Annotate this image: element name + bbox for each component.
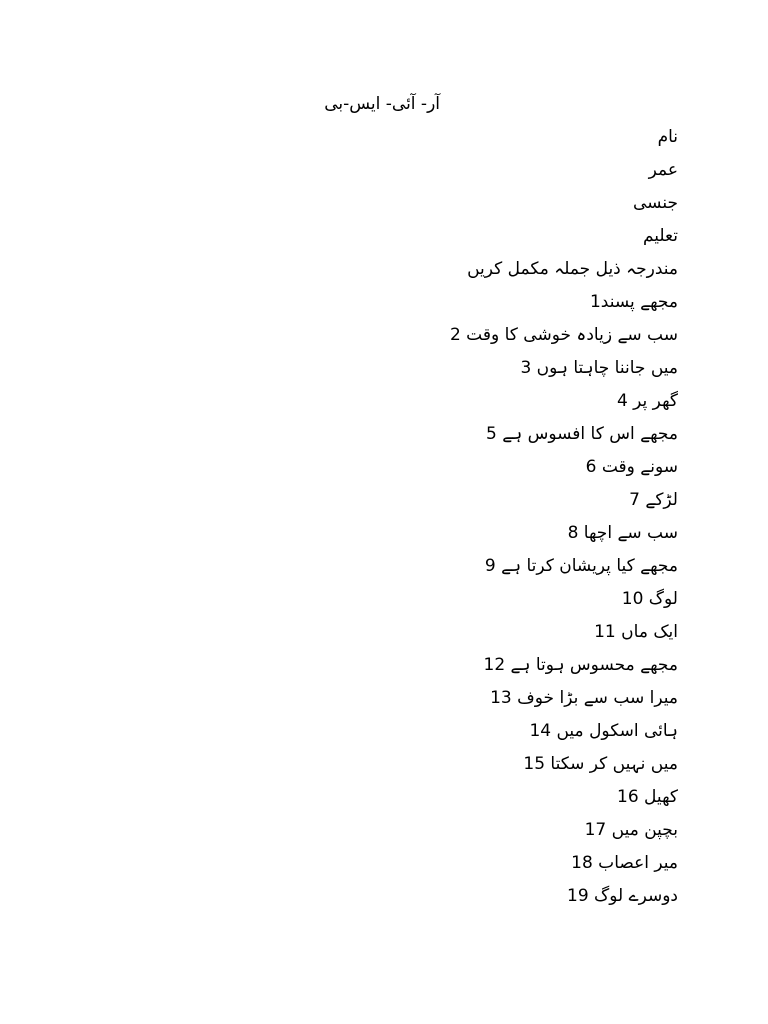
field-name-label: نام (657, 127, 678, 147)
document-title: آر- آئی- ایس-بی (324, 94, 440, 114)
field-education-label: تعلیم (642, 226, 678, 246)
sentence-item: کھیل 16 (617, 787, 678, 807)
sentence-item: سب سے اچھا 8 (567, 523, 678, 543)
sentence-item: بچپن میں 17 (584, 820, 678, 840)
sentence-item: میر اعصاب 18 (571, 853, 678, 873)
form-lines (318, 124, 678, 916)
field-gender-label: جنسی (633, 193, 678, 213)
sentence-item: ایک ماں 11 (594, 622, 678, 642)
sentence-item: مجھے اس کا افسوس ہے 5 (486, 424, 678, 444)
sentence-item: گھر پر 4 (616, 391, 678, 411)
sentence-item: سونے وقت 6 (585, 457, 678, 477)
sentence-item: لوگ 10 (621, 589, 678, 609)
sentence-item: سب سے زیادہ خوشی کا وقت 2 (449, 325, 678, 345)
sentence-item: مجھے محسوس ہوتا ہے 12 (483, 655, 678, 675)
sentence-item: میں جاننا چاہتا ہوں 3 (520, 358, 678, 378)
sentence-item: مجھے کیا پریشان کرتا ہے 9 (484, 556, 678, 576)
sentence-item: لڑکے 7 (629, 490, 678, 510)
sentence-item: میں نہیں کر سکتا 15 (523, 754, 678, 774)
field-age-label: عمر (648, 160, 678, 180)
sentence-item: مجھے پسند1 (589, 292, 678, 312)
sentence-item: دوسرے لوگ 19 (567, 886, 678, 906)
sentence-item: میرا سب سے بڑا خوف 13 (490, 688, 678, 708)
instruction-text: مندرجہ ذیل جملہ مکمل کریں (467, 259, 678, 279)
sentence-item: ہائی اسکول میں 14 (529, 721, 678, 741)
